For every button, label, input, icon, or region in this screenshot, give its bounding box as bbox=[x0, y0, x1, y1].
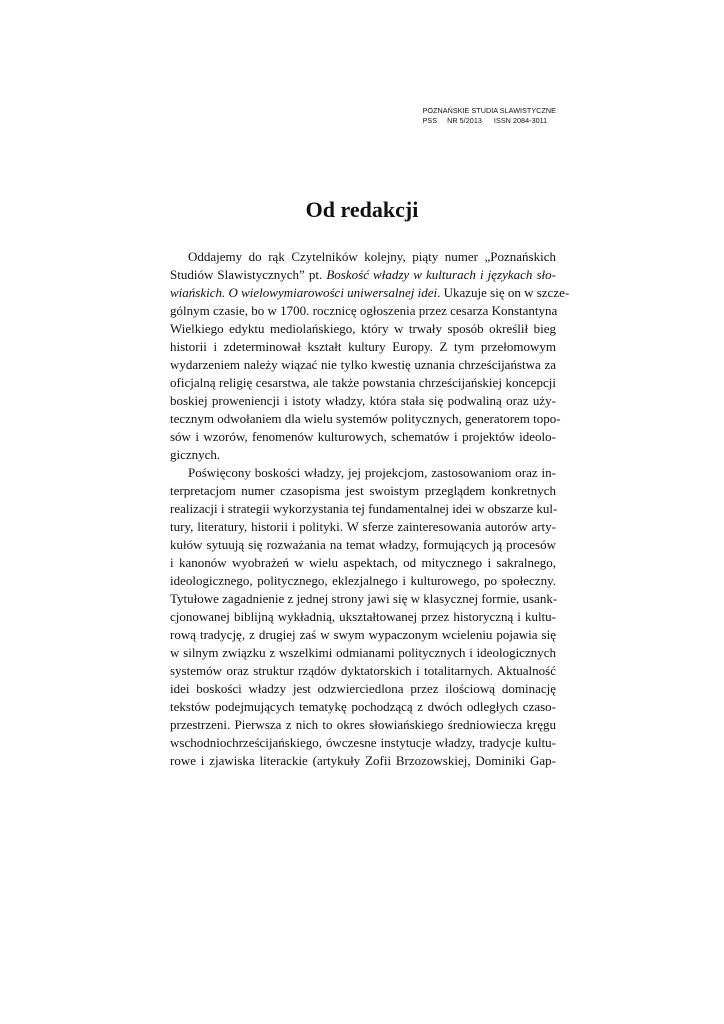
text-line: historii i zdeterminował kształt kultury Europy. Z tym przełomowym bbox=[170, 339, 556, 354]
text-line: gicznych. bbox=[170, 447, 221, 462]
text-line: przestrzeni. Pierwsza z nich to okres słowiańskiego średniowiecza kręgu bbox=[170, 717, 556, 732]
text-line: w silnym związku z wszelkimi odmianami politycznych i ideologicznych bbox=[170, 645, 556, 660]
text-line: Studiów Slawistycznych” pt. Boskość władzy w kulturach i językach sło- bbox=[170, 267, 556, 282]
text-line: wschodniochrześcijańskiego, ówczesne instytucje władzy, tradycje kultu- bbox=[170, 735, 556, 750]
text-line: tekstów podejmujących tematykę pochodzącą z dwóch odległych czaso- bbox=[170, 699, 556, 714]
page-title: Od redakcji bbox=[305, 197, 419, 222]
text-line: Oddajemy do rąk Czytelników kolejny, piąty numer „Poznańskich bbox=[188, 249, 556, 264]
text-line: kułów sytuują się rozważania na temat władzy, formujących ją procesów bbox=[170, 537, 556, 552]
text-line: systemów oraz struktur rządów dyktatorskich i totalitarnych. Aktualność bbox=[170, 663, 556, 678]
issn: ISSN 2084-3011 bbox=[493, 116, 548, 125]
text-line: rowe i zjawiska literackie (artykuły Zofii Brzozowskiej, Dominiki Gap- bbox=[170, 753, 556, 768]
journal-name: POZNAŃSKIE STUDIA SLAWISTYCZNE bbox=[422, 106, 556, 115]
running-head bbox=[423, 106, 556, 126]
text-line: sów i wzorów, fenomenów kulturowych, schematów i projektów ideolo- bbox=[170, 429, 556, 444]
text-line: tury, literatury, historii i polityki. W sferze zainteresowania autorów arty- bbox=[170, 519, 556, 534]
text-line: cjonowanej biblijną wykładnią, ukształtowanej przez historyczną i kultu- bbox=[170, 609, 556, 624]
issue-info bbox=[423, 116, 556, 126]
text-line: ideologicznego, politycznego, eklezjalnego i kulturowego, po społeczny. bbox=[170, 573, 556, 588]
journal-abbr: PSS bbox=[422, 116, 438, 125]
text-line: terpretacjom numer czasopisma jest swoistym przeglądem konkretnych bbox=[170, 483, 556, 498]
text-line: boskiej proweniencji i istoty władzy, która stała się podwaliną oraz uży- bbox=[170, 393, 556, 408]
text-line: wydarzeniem należy wiązać nie tylko kwestię uznania chrześcijaństwa za bbox=[170, 357, 556, 372]
text-line: tecznym odwołaniem dla wielu systemów politycznych, generatorem topo- bbox=[170, 411, 561, 426]
text-line: idei boskości władzy jest odzwierciedlona przez ilościową dominację bbox=[170, 681, 556, 696]
text-line: Poświęcony boskości władzy, jej projekcjom, zastosowaniom oraz in- bbox=[188, 465, 556, 480]
issue-number: NR 5/2013 bbox=[447, 116, 482, 125]
text-line: Tytułowe zagadnienie z jednej strony jawi się w klasycznej formie, usank- bbox=[170, 591, 558, 606]
text-line: i kanonów wyobrażeń w wielu aspektach, od mitycznego i sakralnego, bbox=[170, 555, 556, 570]
article-body bbox=[170, 248, 570, 770]
text-line: Wielkiego edyktu mediolańskiego, który w trwały sposób określił bieg bbox=[170, 321, 556, 336]
text-line: oficjalną religię cesarstwa, ale także powstania chrześcijańskiej koncepcji bbox=[170, 375, 556, 390]
text-line: wiańskich. O wielowymiarowości uniwersalnej idei. Ukazuje się on w szcze- bbox=[170, 285, 570, 300]
text-line: rową tradycję, z drugiej zaś w swym wypaczonym wcieleniu pojawia się bbox=[170, 627, 556, 642]
text-line: gólnym czasie, bo w 1700. rocznicę ogłoszenia przez cesarza Konstantyna bbox=[170, 303, 558, 318]
text-line: realizacji i strategii wykorzystania tej fundamentalnej idei w obszarze kul- bbox=[170, 501, 558, 516]
